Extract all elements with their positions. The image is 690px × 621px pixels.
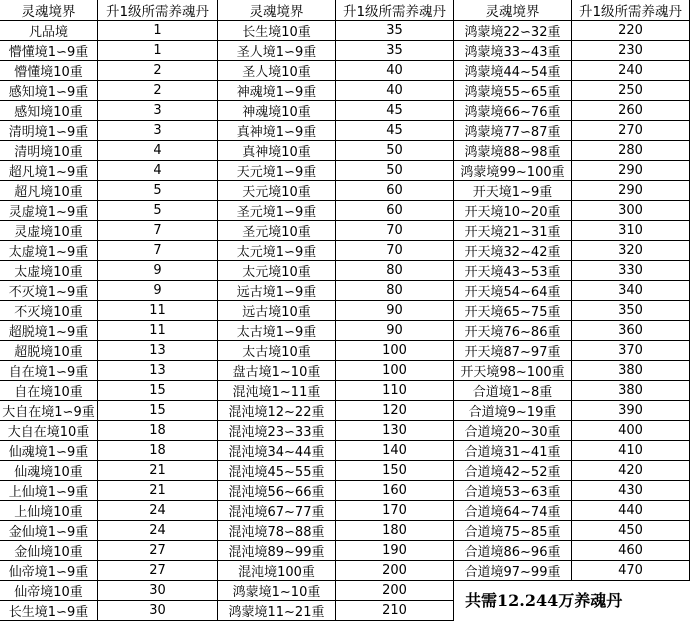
realm-cell: 鸿蒙境44~54重 — [454, 61, 572, 81]
cost-cell: 90 — [336, 321, 454, 341]
realm-cell: 不灭境10重 — [0, 301, 98, 321]
cost-cell: 1 — [98, 21, 218, 41]
realm-cell: 开天境10~20重 — [454, 201, 572, 221]
realm-cell: 合道境42~52重 — [454, 461, 572, 481]
realm-cell: 远古境10重 — [218, 301, 336, 321]
realm-cell: 清明境1∽9重 — [0, 121, 98, 141]
realm-cell: 混沌境56~66重 — [218, 481, 336, 501]
cost-cell: 410 — [572, 441, 690, 461]
cost-cell: 130 — [336, 421, 454, 441]
realm-cell: 混沌境12~22重 — [218, 401, 336, 421]
cost-cell: 190 — [336, 541, 454, 561]
cost-cell: 50 — [336, 141, 454, 161]
realm-cell: 开天境32~42重 — [454, 241, 572, 261]
realm-cell: 合道境64~74重 — [454, 501, 572, 521]
cost-cell: 380 — [572, 381, 690, 401]
cost-cell: 100 — [336, 341, 454, 361]
realm-cell: 圣元境1∽9重 — [218, 201, 336, 221]
realm-cell: 鸿蒙境1~10重 — [218, 581, 336, 601]
cost-cell: 2 — [98, 81, 218, 101]
realm-cell: 长生境1∽9重 — [0, 601, 98, 621]
realm-cell: 太虚境10重 — [0, 261, 98, 281]
realm-cell: 天元境10重 — [218, 181, 336, 201]
cost-cell: 200 — [336, 581, 454, 601]
realm-cell: 鸿蒙境22∽32重 — [454, 21, 572, 41]
cost-cell: 240 — [572, 61, 690, 81]
realm-cell: 混沌境89~99重 — [218, 541, 336, 561]
realm-cell: 混沌境45~55重 — [218, 461, 336, 481]
cost-cell: 4 — [98, 161, 218, 181]
cost-cell: 5 — [98, 201, 218, 221]
cost-cell: 230 — [572, 41, 690, 61]
realm-cell: 感知境1∽9重 — [0, 81, 98, 101]
cost-cell: 30 — [98, 581, 218, 601]
cost-cell: 2 — [98, 61, 218, 81]
cost-cell: 430 — [572, 481, 690, 501]
realm-cell: 开天境87~97重 — [454, 341, 572, 361]
cost-cell: 330 — [572, 261, 690, 281]
cost-cell: 120 — [336, 401, 454, 421]
cost-cell: 180 — [336, 521, 454, 541]
cost-cell: 80 — [336, 281, 454, 301]
cost-cell: 380 — [572, 361, 690, 381]
realm-cell: 长生境10重 — [218, 21, 336, 41]
cost-cell: 270 — [572, 121, 690, 141]
cost-cell: 60 — [336, 201, 454, 221]
realm-cell: 合道境31~41重 — [454, 441, 572, 461]
cost-cell: 18 — [98, 421, 218, 441]
cost-cell: 45 — [336, 101, 454, 121]
realm-cell: 开天境65~75重 — [454, 301, 572, 321]
cost-cell: 420 — [572, 461, 690, 481]
header-realm: 灵魂境界 — [218, 0, 336, 21]
cost-cell: 320 — [572, 241, 690, 261]
realm-cell: 圣人境1∽9重 — [218, 41, 336, 61]
realm-cell: 合道境1~8重 — [454, 381, 572, 401]
realm-cell: 开天境21~31重 — [454, 221, 572, 241]
realm-cell: 真神境10重 — [218, 141, 336, 161]
cost-cell: 4 — [98, 141, 218, 161]
cost-cell: 310 — [572, 221, 690, 241]
realm-cell: 天元境1∽9重 — [218, 161, 336, 181]
realm-cell: 合道境20~30重 — [454, 421, 572, 441]
cost-cell: 340 — [572, 281, 690, 301]
realm-cell: 凡品境 — [0, 21, 98, 41]
cost-cell: 15 — [98, 381, 218, 401]
cost-cell: 400 — [572, 421, 690, 441]
cost-cell: 40 — [336, 61, 454, 81]
cost-cell: 390 — [572, 401, 690, 421]
header-realm: 灵魂境界 — [0, 0, 98, 21]
cost-cell: 470 — [572, 561, 690, 581]
cost-cell: 7 — [98, 221, 218, 241]
cost-cell: 60 — [336, 181, 454, 201]
cost-cell: 460 — [572, 541, 690, 561]
realm-cell: 混沌境1~11重 — [218, 381, 336, 401]
realm-cell: 大自在境1∽9重 — [0, 401, 98, 421]
realm-cell: 鸿蒙境99~100重 — [454, 161, 572, 181]
realm-cell: 合道境75~85重 — [454, 521, 572, 541]
cost-cell: 260 — [572, 101, 690, 121]
realm-cell: 超凡境10重 — [0, 181, 98, 201]
realm-cell: 懵懂境1∽9重 — [0, 41, 98, 61]
realm-cell: 不灭境1~9重 — [0, 281, 98, 301]
realm-cell: 鸿蒙境33~43重 — [454, 41, 572, 61]
realm-cell: 合道境53~63重 — [454, 481, 572, 501]
realm-cell: 鸿蒙境66~76重 — [454, 101, 572, 121]
cost-cell: 70 — [336, 241, 454, 261]
total-required-note: 共需12.244万养魂丹 — [465, 591, 623, 610]
realm-cell: 圣人境10重 — [218, 61, 336, 81]
header-cost: 升1级所需养魂丹 — [336, 0, 454, 21]
realm-cell: 仙魂境10重 — [0, 461, 98, 481]
cost-cell: 11 — [98, 321, 218, 341]
cost-cell: 440 — [572, 501, 690, 521]
cost-cell: 18 — [98, 441, 218, 461]
realm-cell: 开天境98~100重 — [454, 361, 572, 381]
realm-cell: 超脱境1~9重 — [0, 321, 98, 341]
realm-cell: 感知境10重 — [0, 101, 98, 121]
cost-cell: 13 — [98, 361, 218, 381]
cost-cell: 40 — [336, 81, 454, 101]
cost-cell: 13 — [98, 341, 218, 361]
realm-cell: 金仙境10重 — [0, 541, 98, 561]
cost-cell: 140 — [336, 441, 454, 461]
cost-cell: 290 — [572, 181, 690, 201]
cost-cell: 220 — [572, 21, 690, 41]
cost-cell: 24 — [98, 501, 218, 521]
realm-cell: 超脱境10重 — [0, 341, 98, 361]
realm-cell: 自在境10重 — [0, 381, 98, 401]
cost-cell: 350 — [572, 301, 690, 321]
realm-cell: 合道境86~96重 — [454, 541, 572, 561]
realm-cell: 自在境1∽9重 — [0, 361, 98, 381]
cost-cell: 250 — [572, 81, 690, 101]
cost-cell: 21 — [98, 461, 218, 481]
cost-cell: 45 — [336, 121, 454, 141]
realm-cell: 仙帝境1∽9重 — [0, 561, 98, 581]
realm-cell: 合道境97~99重 — [454, 561, 572, 581]
realm-cell: 太古境10重 — [218, 341, 336, 361]
cost-cell: 11 — [98, 301, 218, 321]
cost-cell: 160 — [336, 481, 454, 501]
header-realm: 灵魂境界 — [454, 0, 572, 21]
realm-cell: 太虚境1~9重 — [0, 241, 98, 261]
realm-cell: 灵虚境10重 — [0, 221, 98, 241]
realm-cell: 神魂境1∽9重 — [218, 81, 336, 101]
realm-cell: 超凡境1~9重 — [0, 161, 98, 181]
realm-cell: 清明境10重 — [0, 141, 98, 161]
realm-cell: 开天境76~86重 — [454, 321, 572, 341]
cost-cell: 70 — [336, 221, 454, 241]
realm-cell: 金仙境1∽9重 — [0, 521, 98, 541]
realm-cell: 太元境1∽9重 — [218, 241, 336, 261]
cost-cell: 15 — [98, 401, 218, 421]
cost-cell: 35 — [336, 41, 454, 61]
realm-cell: 混沌境78∽88重 — [218, 521, 336, 541]
realm-cell: 混沌境100重 — [218, 561, 336, 581]
cost-cell: 280 — [572, 141, 690, 161]
cost-cell: 370 — [572, 341, 690, 361]
cost-cell: 3 — [98, 121, 218, 141]
cost-cell: 110 — [336, 381, 454, 401]
realm-cell: 懵懂境10重 — [0, 61, 98, 81]
realm-cell: 合道境9~19重 — [454, 401, 572, 421]
realm-cell: 盘古境1~10重 — [218, 361, 336, 381]
cost-cell: 27 — [98, 561, 218, 581]
cost-cell: 21 — [98, 481, 218, 501]
cost-cell: 7 — [98, 241, 218, 261]
cost-cell: 360 — [572, 321, 690, 341]
cost-cell: 210 — [336, 601, 454, 621]
cost-cell: 30 — [98, 601, 218, 621]
realm-cell: 混沌境34~44重 — [218, 441, 336, 461]
cost-cell: 300 — [572, 201, 690, 221]
cost-cell: 3 — [98, 101, 218, 121]
realm-cell: 上仙境10重 — [0, 501, 98, 521]
cost-cell: 80 — [336, 261, 454, 281]
realm-cell: 真神境1∽9重 — [218, 121, 336, 141]
realm-cell: 圣元境10重 — [218, 221, 336, 241]
cost-cell: 100 — [336, 361, 454, 381]
realm-cell: 鸿蒙境55~65重 — [454, 81, 572, 101]
cost-cell: 170 — [336, 501, 454, 521]
cost-cell: 150 — [336, 461, 454, 481]
cost-cell: 9 — [98, 261, 218, 281]
realm-cell: 上仙境1∽9重 — [0, 481, 98, 501]
cost-cell: 24 — [98, 521, 218, 541]
realm-cell: 大自在境10重 — [0, 421, 98, 441]
cost-cell: 9 — [98, 281, 218, 301]
realm-cell: 混沌境67~77重 — [218, 501, 336, 521]
cost-cell: 5 — [98, 181, 218, 201]
cost-cell: 50 — [336, 161, 454, 181]
realm-cell: 开天境43~53重 — [454, 261, 572, 281]
realm-cell: 仙魂境1∽9重 — [0, 441, 98, 461]
cost-cell: 450 — [572, 521, 690, 541]
header-cost: 升1级所需养魂丹 — [98, 0, 218, 21]
cost-cell: 27 — [98, 541, 218, 561]
realm-cell: 太古境1∽9重 — [218, 321, 336, 341]
realm-cell: 灵虚境1~9重 — [0, 201, 98, 221]
cost-cell: 90 — [336, 301, 454, 321]
realm-cell: 远古境1∽9重 — [218, 281, 336, 301]
realm-cell: 鸿蒙境88~98重 — [454, 141, 572, 161]
realm-cell: 鸿蒙境11~21重 — [218, 601, 336, 621]
header-cost: 升1级所需养魂丹 — [572, 0, 690, 21]
realm-cell: 仙帝境10重 — [0, 581, 98, 601]
realm-cell: 开天境54~64重 — [454, 281, 572, 301]
realm-cell: 太元境10重 — [218, 261, 336, 281]
realm-cell: 鸿蒙境77∽87重 — [454, 121, 572, 141]
realm-cell: 混沌境23∽33重 — [218, 421, 336, 441]
cost-cell: 200 — [336, 561, 454, 581]
realm-cell: 神魂境10重 — [218, 101, 336, 121]
cost-cell: 35 — [336, 21, 454, 41]
realm-cell: 开天境1~9重 — [454, 181, 572, 201]
cost-cell: 1 — [98, 41, 218, 61]
cost-cell: 290 — [572, 161, 690, 181]
